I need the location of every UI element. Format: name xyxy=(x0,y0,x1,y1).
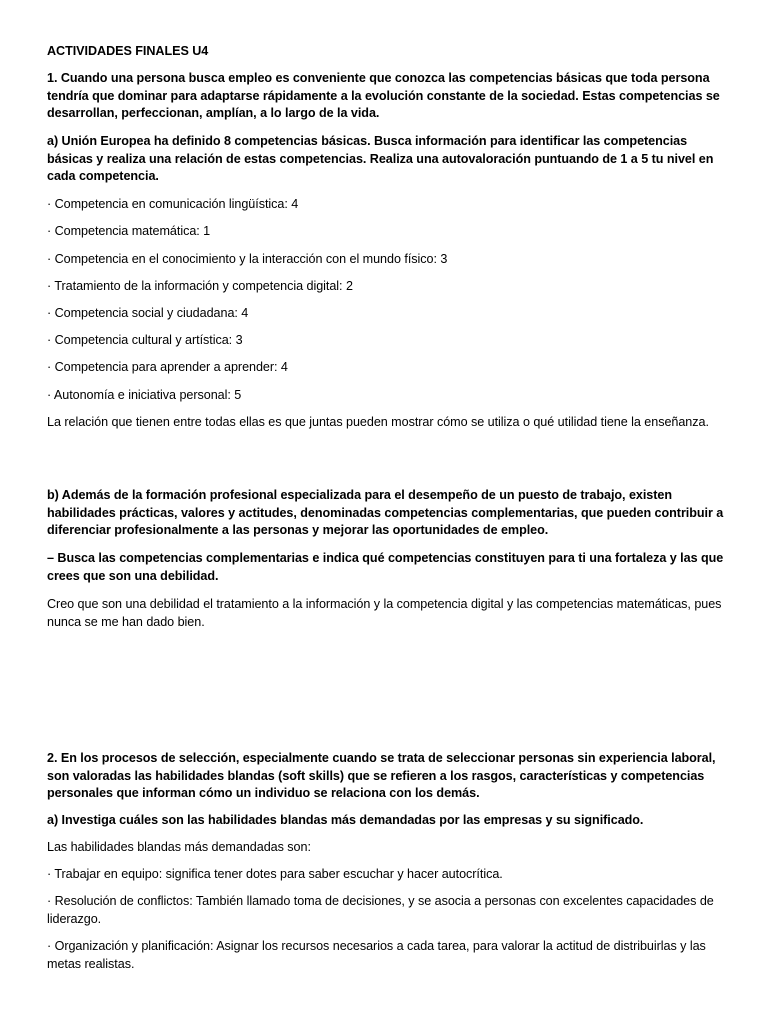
question-1b-task: – Busca las competencias complementarias e indica qué competencias constituyen para ti una fortaleza y las que crees que son una debilidad. xyxy=(47,551,724,583)
competencia-item: · Autonomía e iniciativa personal: 5 xyxy=(47,388,242,402)
competencia-item: · Competencia en el conocimiento y la interacción con el mundo físico: 3 xyxy=(47,252,448,266)
competencia-item: · Competencia en comunicación lingüística: 4 xyxy=(47,197,299,211)
competencia-item: · Competencia matemática: 1 xyxy=(47,224,211,238)
habilidad-item: · Resolución de conflictos: También llamado toma de decisiones, y se asocia a personas con excelentes capacidades de liderazgo. xyxy=(47,894,714,926)
competencia-item: · Tratamiento de la información y competencia digital: 2 xyxy=(47,279,353,293)
document-title: ACTIVIDADES FINALES U4 xyxy=(47,44,209,58)
habilidades-lead: Las habilidades blandas más demandadas son: xyxy=(47,840,311,854)
competencia-item: · Competencia social y ciudadana: 4 xyxy=(47,306,249,320)
question-1a-prompt: a) Unión Europea ha definido 8 competencias básicas. Busca información para identificar las competencias básicas y realiza una relación de estas competencias. Realiza una autovaloración puntuando de 1 a 5 tu nivel en cada competencia. xyxy=(47,134,714,183)
competencia-item: · Competencia para aprender a aprender: 4 xyxy=(47,360,288,374)
relacion-paragraph: La relación que tienen entre todas ellas es que juntas pueden mostrar cómo se utiliza o qué utilidad tiene la enseñanza. xyxy=(47,415,709,429)
question-2a-prompt: a) Investiga cuáles son las habilidades blandas más demandadas por las empresas y su significado. xyxy=(47,813,644,827)
question-1b-answer: Creo que son una debilidad el tratamiento a la información y la competencia digital y las competencias matemáticas, pues nunca se me han dado bien. xyxy=(47,597,722,629)
question-1b-prompt: b) Además de la formación profesional especializada para el desempeño de un puesto de trabajo, existen habilidades prácticas, valores y actitudes, denominadas competencias complementarias, que pueden contribuir a diferenciar profesionalmente a las personas y mejorar las oportunidades de empleo. xyxy=(47,488,724,537)
competencia-item: · Competencia cultural y artística: 3 xyxy=(47,333,243,347)
question-1-intro: 1. Cuando una persona busca empleo es conveniente que conozca las competencias básicas que toda persona tendría que dominar para adaptarse rápidamente a la evolución constante de la sociedad. Estas competencias se desarrollan, perfeccionan, amplían, a lo largo de la vida. xyxy=(47,71,720,120)
habilidad-item: · Trabajar en equipo: significa tener dotes para saber escuchar y hacer autocrítica. xyxy=(47,867,503,881)
question-2-intro: 2. En los procesos de selección, especialmente cuando se trata de seleccionar personas sin experiencia laboral, son valoradas las habilidades blandas (soft skills) que se refieren a los rasgos, características y competencias personales que informan cómo un individuo se relaciona con los demás. xyxy=(47,751,716,800)
habilidad-item: · Organización y planificación: Asignar los recursos necesarios a cada tarea, para valorar la actitud de distribuirlas y las metas realistas. xyxy=(47,939,706,971)
